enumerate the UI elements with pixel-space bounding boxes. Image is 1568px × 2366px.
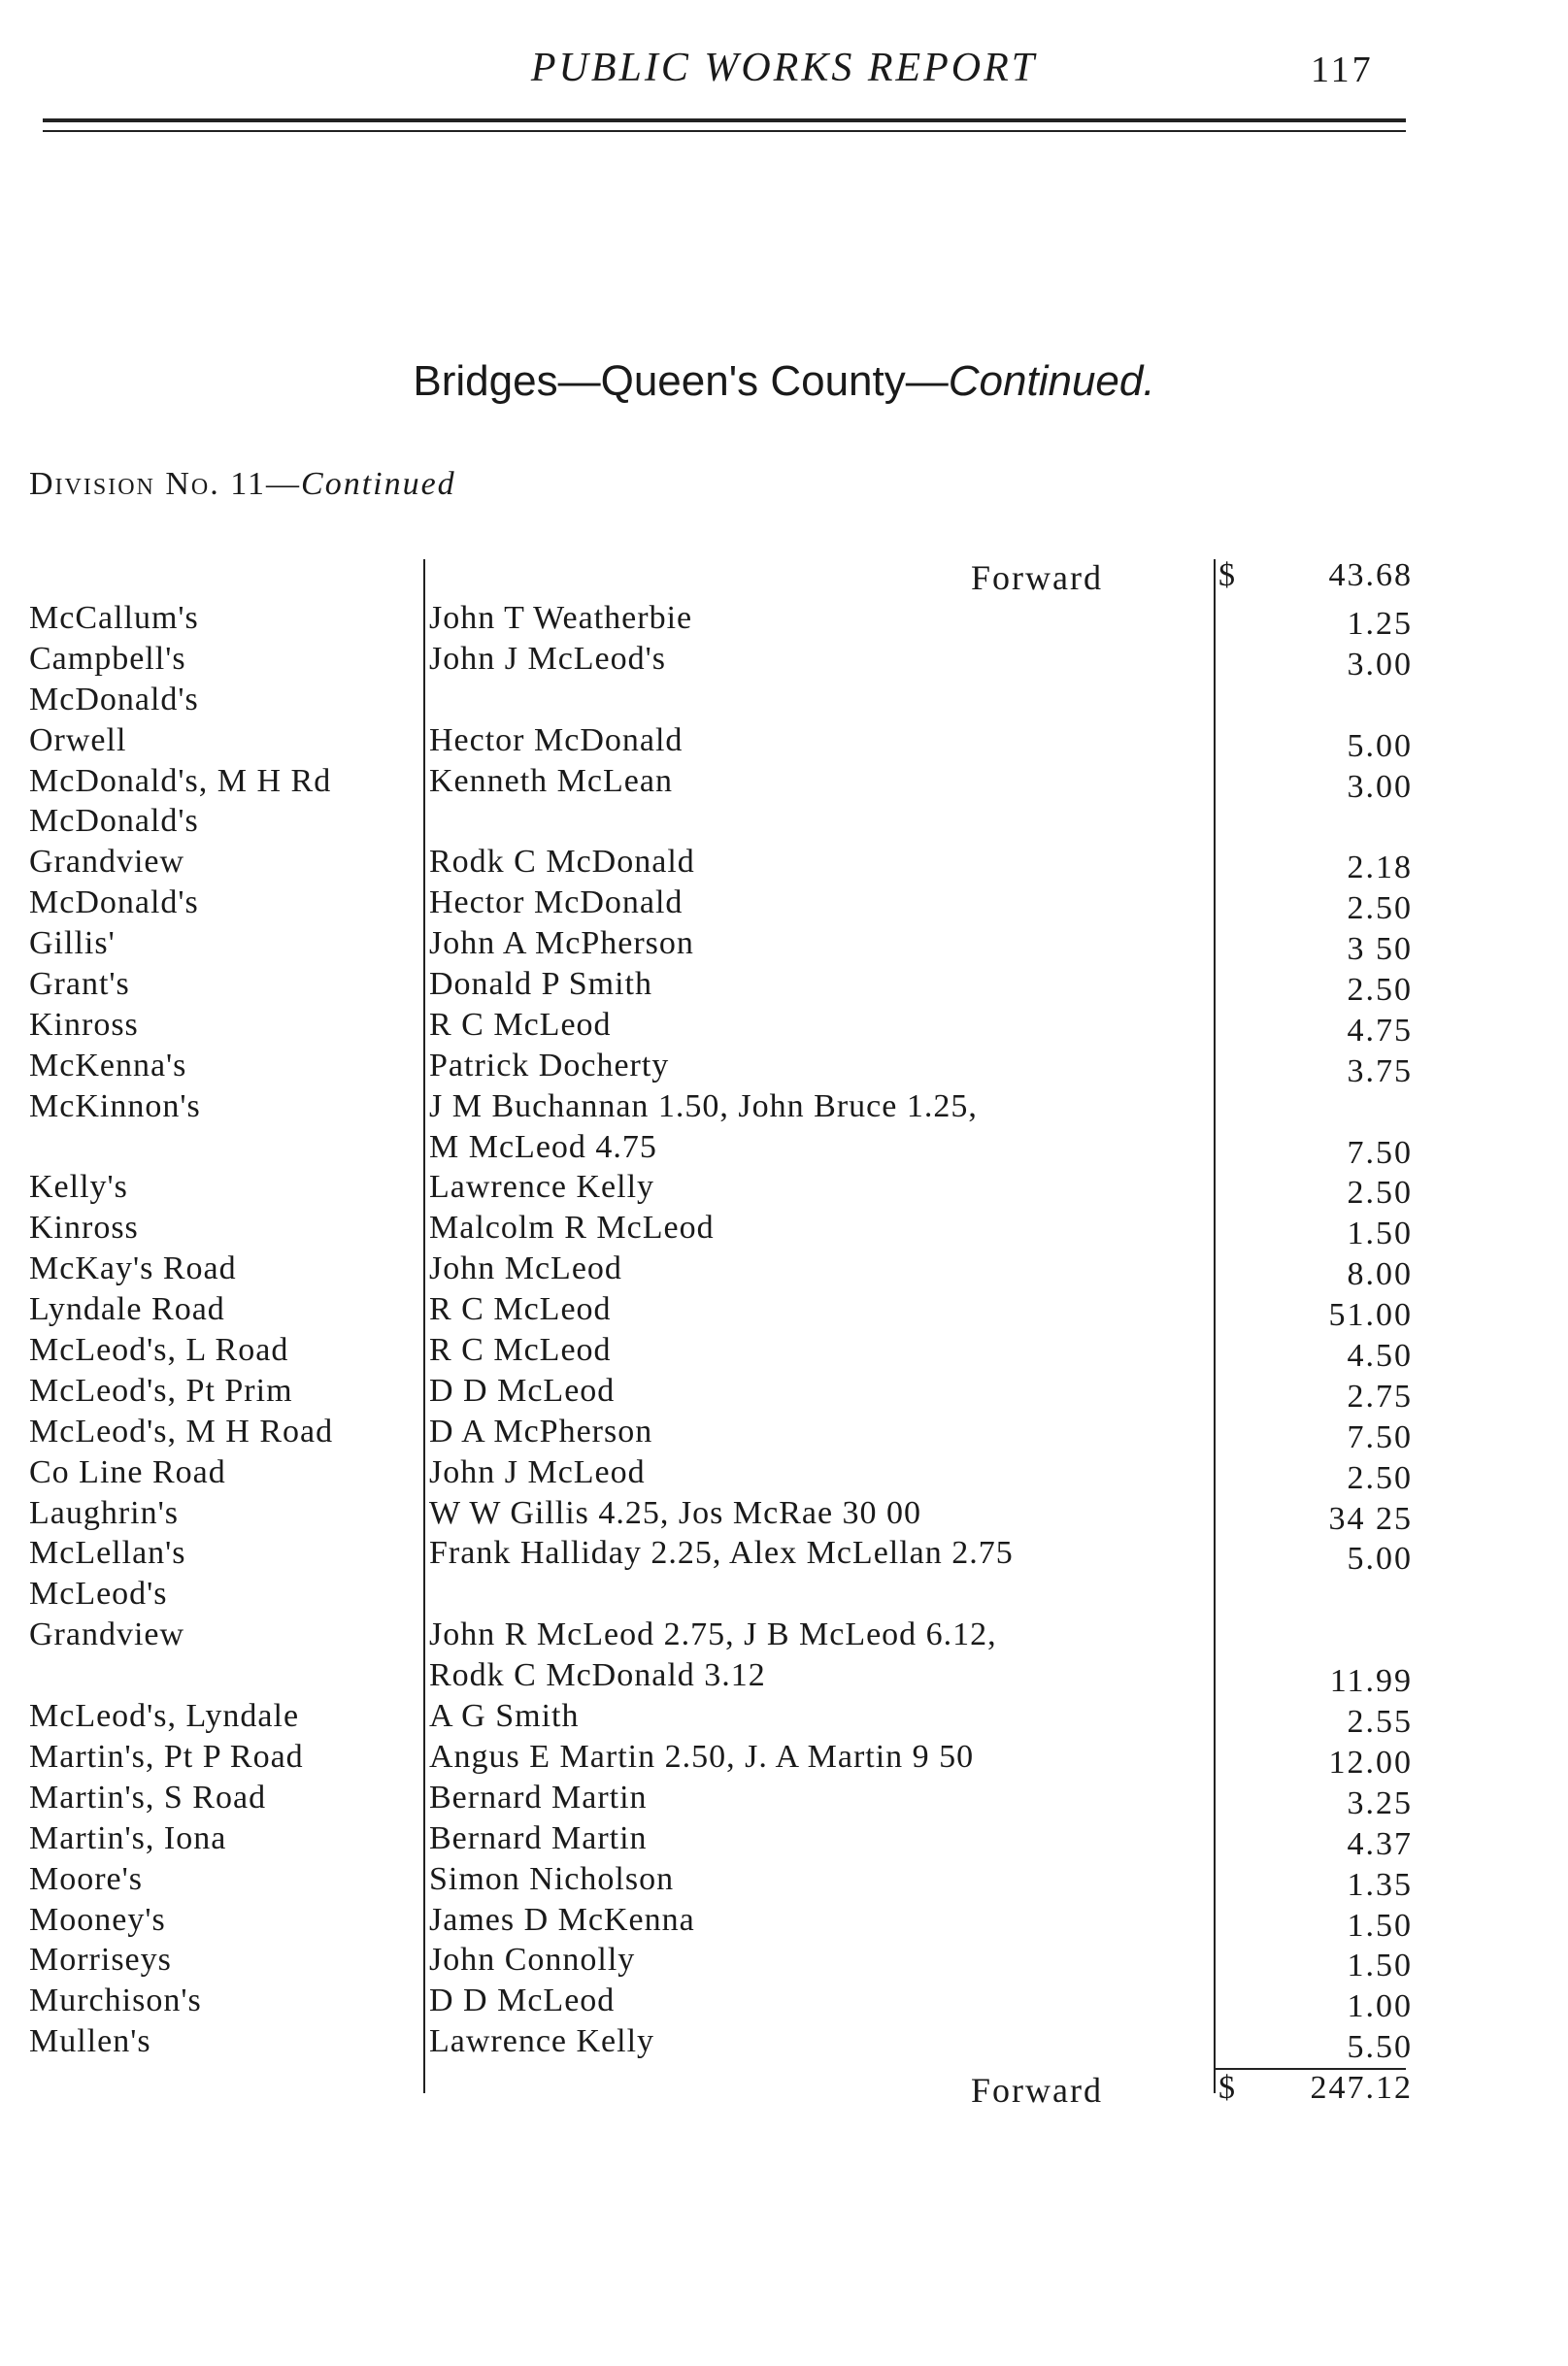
table-row (0, 803, 1568, 844)
table-row (0, 1169, 1568, 1210)
amount-cell: 1.35 (1347, 1866, 1413, 1903)
payee-name: John Connolly (429, 1942, 636, 1979)
bridge-name: McDonald's, M H Rd (29, 762, 332, 799)
division-label: Division No. (29, 466, 220, 502)
forward-bottom-currency: $ (1218, 2070, 1235, 2106)
payee-name: Hector McDonald (429, 721, 684, 758)
table-row (0, 1007, 1568, 1048)
amount-cell: 2.50 (1347, 1459, 1413, 1496)
table-row (0, 1250, 1568, 1291)
bridge-name: McDonald's (29, 681, 199, 717)
amount-cell: 7.50 (1347, 1134, 1413, 1171)
bridge-name: McLeod's (29, 1576, 168, 1613)
amount-cell: 2.75 (1347, 1378, 1413, 1415)
amount-cell: 2.18 (1347, 850, 1413, 886)
amount-cell: 4.75 (1347, 1012, 1413, 1049)
bridge-name: McDonald's (29, 803, 199, 840)
bridge-name: Martin's, S Road (29, 1779, 267, 1816)
table-row (0, 1129, 1568, 1170)
bridge-name: McLeod's, L Road (29, 1332, 289, 1369)
table-row (0, 1373, 1568, 1414)
amount-cell: 5.00 (1347, 1541, 1413, 1578)
bridge-name: Kinross (29, 1210, 139, 1247)
table-row (0, 1210, 1568, 1250)
table-row (0, 1332, 1568, 1373)
payee-name: John J McLeod's (429, 640, 667, 677)
bridge-name: Kelly's (29, 1169, 128, 1206)
bridge-name: Morriseys (29, 1942, 172, 1979)
bridge-name: McCallum's (29, 600, 199, 636)
amount-cell: 3.25 (1347, 1784, 1413, 1821)
section-title-main: Bridges—Queen's County— (413, 357, 949, 405)
payee-name: M McLeod 4.75 (429, 1128, 657, 1165)
bridge-name: Laughrin's (29, 1494, 179, 1531)
table-row (0, 1902, 1568, 1943)
table-row (0, 925, 1568, 966)
table-row (0, 682, 1568, 722)
payee-name: R C McLeod (429, 1006, 612, 1043)
bridge-name: Lyndale Road (29, 1291, 225, 1328)
table-row (0, 1454, 1568, 1495)
bridge-name: McDonald's (29, 884, 199, 921)
table-row (0, 1780, 1568, 1820)
payee-name: John McLeod (429, 1250, 622, 1287)
bridge-name: Orwell (29, 721, 127, 758)
running-header-title: PUBLIC WORKS REPORT (530, 46, 1038, 90)
amount-cell: 1.50 (1347, 1907, 1413, 1944)
payee-name: Lawrence Kelly (429, 2023, 655, 2060)
amount-cell: 1.50 (1347, 1216, 1413, 1252)
table-row (0, 1088, 1568, 1129)
payee-name: D D McLeod (429, 1372, 616, 1409)
bridge-name: Martin's, Iona (29, 1819, 227, 1856)
table-row (0, 1495, 1568, 1536)
payee-name: Frank Halliday 2.25, Alex McLellan 2.75 (429, 1535, 1014, 1572)
amount-cell: 2.55 (1347, 1704, 1413, 1741)
amount-cell: 7.50 (1347, 1418, 1413, 1455)
payee-name: Donald P Smith (429, 966, 652, 1003)
table-row (0, 1535, 1568, 1576)
table-row (0, 966, 1568, 1007)
payee-name: John T Weatherbie (429, 600, 693, 636)
amount-cell: 4.50 (1347, 1338, 1413, 1375)
payee-name: Bernard Martin (429, 1819, 648, 1856)
payee-name: R C McLeod (429, 1332, 612, 1369)
bridge-name: Grandview (29, 844, 185, 881)
amount-cell: 2.50 (1347, 972, 1413, 1009)
forward-bottom-amount: 247.12 (1310, 2070, 1413, 2106)
header-rule-thin (43, 130, 1406, 132)
payee-name: Rodk C McDonald (429, 844, 695, 881)
bridge-name: Mullen's (29, 2023, 151, 2060)
amount-cell: 3 50 (1347, 931, 1413, 968)
bridge-name: McKay's Road (29, 1250, 237, 1287)
payee-name: J M Buchannan 1.50, John Bruce 1.25, (429, 1087, 978, 1124)
table-row (0, 600, 1568, 641)
forward-top-label: Forward (971, 558, 1103, 597)
bridge-name: McLeod's, M H Road (29, 1413, 334, 1450)
payee-name: A G Smith (429, 1698, 580, 1735)
bridge-name: Co Line Road (29, 1453, 226, 1490)
bridge-name: Mooney's (29, 1901, 166, 1938)
table-row (0, 763, 1568, 804)
table-row (0, 641, 1568, 682)
amount-cell: 8.00 (1347, 1256, 1413, 1293)
division-continued: Continued (301, 466, 456, 502)
payee-name: Simon Nicholson (429, 1860, 675, 1897)
amount-cell: 51.00 (1328, 1297, 1413, 1334)
bridge-name: McKenna's (29, 1047, 187, 1083)
amount-cell: 1.25 (1347, 606, 1413, 642)
table-row (0, 1048, 1568, 1088)
amount-cell: 1.00 (1347, 1988, 1413, 2025)
forward-top-currency: $ (1218, 557, 1235, 593)
amount-cell: 3.00 (1347, 768, 1413, 805)
amount-cell: 2.50 (1347, 890, 1413, 927)
page-number: 117 (1311, 50, 1374, 90)
bridge-name: Martin's, Pt P Road (29, 1738, 304, 1775)
amount-cell: 5.00 (1347, 727, 1413, 764)
payee-name: Kenneth McLean (429, 762, 673, 799)
bridge-name: McLellan's (29, 1535, 186, 1572)
division-heading (29, 466, 456, 503)
payee-name: John R McLeod 2.75, J B McLeod 6.12, (429, 1616, 997, 1653)
payee-name: D D McLeod (429, 1983, 616, 2019)
bridge-name: Grandview (29, 1616, 185, 1653)
amount-cell: 11.99 (1329, 1663, 1413, 1700)
table-row (0, 1942, 1568, 1983)
table-row (0, 1291, 1568, 1332)
bridge-name: Grant's (29, 966, 130, 1003)
table-row (0, 1698, 1568, 1739)
bridge-name: McKinnon's (29, 1087, 201, 1124)
payee-name: Angus E Martin 2.50, J. A Martin 9 50 (429, 1738, 975, 1775)
table-row (0, 1861, 1568, 1902)
bridge-name: Moore's (29, 1860, 144, 1897)
section-title-continued: Continued. (948, 357, 1155, 405)
amount-cell: 3.75 (1347, 1052, 1413, 1089)
table-row (0, 844, 1568, 884)
amount-cell: 3.00 (1347, 646, 1413, 683)
bridge-name: Campbell's (29, 640, 186, 677)
amount-cell: 5.50 (1347, 2029, 1413, 2066)
division-number: 11— (230, 466, 302, 502)
payee-name: Lawrence Kelly (429, 1169, 655, 1206)
section-title (0, 357, 1568, 406)
amount-cell: 1.50 (1347, 1948, 1413, 1984)
bridge-name: McLeod's, Lyndale (29, 1698, 300, 1735)
payee-name: Rodk C McDonald 3.12 (429, 1657, 766, 1694)
amount-cell: 34 25 (1328, 1500, 1413, 1537)
header-rule-thick (43, 118, 1406, 122)
table-row (0, 1414, 1568, 1454)
payee-name: James D McKenna (429, 1901, 695, 1938)
payee-name: W W Gillis 4.25, Jos McRae 30 00 (429, 1494, 922, 1531)
table-row (0, 1739, 1568, 1780)
payee-name: John A McPherson (429, 925, 694, 962)
table-row (0, 884, 1568, 925)
payee-name: Bernard Martin (429, 1779, 648, 1816)
table-row (0, 1616, 1568, 1657)
amount-cell: 12.00 (1328, 1744, 1413, 1781)
payee-name: D A McPherson (429, 1413, 653, 1450)
table-row (0, 1820, 1568, 1861)
payee-name: Malcolm R McLeod (429, 1210, 715, 1247)
bridge-name: Gillis' (29, 925, 116, 962)
amount-cell: 2.50 (1347, 1175, 1413, 1212)
payee-name: R C McLeod (429, 1291, 612, 1328)
payee-name: Patrick Docherty (429, 1047, 670, 1083)
forward-top-amount: 43.68 (1328, 557, 1413, 593)
bridge-name: McLeod's, Pt Prim (29, 1372, 293, 1409)
table-row (0, 1983, 1568, 2023)
table-row (0, 722, 1568, 763)
table-row (0, 1576, 1568, 1616)
amount-cell: 4.37 (1347, 1825, 1413, 1862)
table-row (0, 1657, 1568, 1698)
bridge-name: Murchison's (29, 1983, 202, 2019)
bridge-name: Kinross (29, 1006, 139, 1043)
ledger-rows (0, 600, 1568, 2064)
forward-bottom-label: Forward (971, 2071, 1103, 2110)
payee-name: Hector McDonald (429, 884, 684, 921)
table-row (0, 2023, 1568, 2064)
payee-name: John J McLeod (429, 1453, 646, 1490)
